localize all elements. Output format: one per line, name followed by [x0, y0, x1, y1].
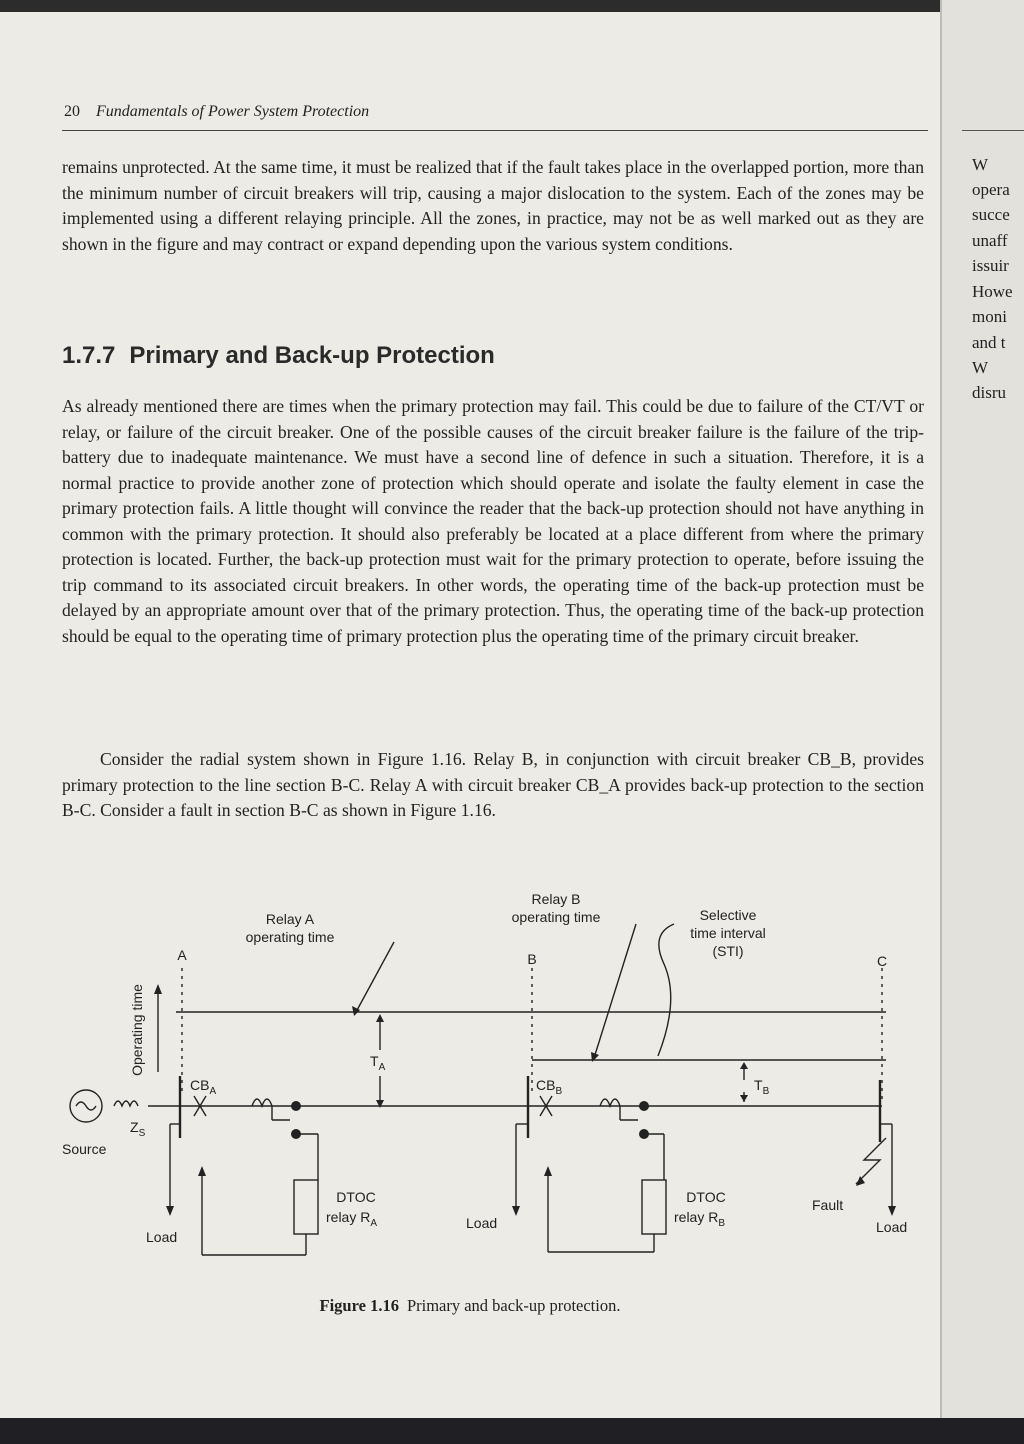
relay-ra — [294, 1180, 318, 1234]
relay-b-contact-2 — [639, 1129, 649, 1139]
bus-c-label: C — [876, 953, 888, 969]
relay-b-time-label-2: operating time — [511, 909, 601, 925]
ct-b — [600, 1099, 620, 1106]
relay-b-contact-1 — [639, 1101, 649, 1111]
load-c-label: Load — [876, 1219, 908, 1235]
source-impedance — [114, 1101, 138, 1106]
section-number: 1.7.7 — [62, 342, 116, 369]
running-header — [64, 103, 369, 121]
time-axis-arrowhead — [154, 984, 162, 994]
paragraph-2 — [62, 394, 924, 649]
facing-page-line: unaff — [972, 231, 1008, 250]
load-a-label: Load — [146, 1229, 178, 1245]
facing-page-line: succe — [972, 205, 1010, 224]
bus-a-label: A — [177, 947, 187, 963]
section-heading — [62, 342, 495, 370]
facing-page-line: Howe — [972, 282, 1013, 301]
load-b-label: Load — [466, 1215, 498, 1231]
bus-b-label: B — [527, 951, 537, 967]
figure-1-16-diagram — [56, 880, 936, 1260]
source-label: Source — [62, 1141, 107, 1157]
sti-label-2: time interval — [690, 925, 766, 941]
relay-b-time-label-1: Relay B — [531, 891, 581, 907]
cba-label: $CB_A$ — [190, 1077, 217, 1097]
sti-label-1: Selective — [699, 907, 757, 923]
facing-page-rule — [962, 130, 1024, 131]
sti-label-3: (STI) — [712, 943, 744, 959]
paragraph-2-text: As already mentioned there are times when the primary protection may fail. This could be due to failure of the CT/VT or relay, or failure of the circuit breaker. One of the possible causes of the circuit breaker failure is the failure of the trip-battery due to inadequate maintenance. We must have a second line of defence in such a situation. Therefore, it is a normal practice to provide another zone of protection which should operate and isolate the faulty element in case the primary protection fails. A little thought will convince the reader that the back-up protection should not have anything in common with the primary protection. It should also preferably be located at a place different from where the primary protection is located. Further, the back-up protection must wait for the primary protection to operate, before issuing the trip command to its associated circuit breakers. In other words, the operating time of the back-up protection must be delayed by an appropriate amount over that of the primary protection. Thus, the operating time of the back-up protection should be equal to the operating time of primary protection plus the operating time of the primary circuit breaker. — [62, 396, 924, 646]
tb-label: $T_B$ — [754, 1077, 770, 1097]
facing-page-line: opera — [972, 180, 1010, 199]
ct-a — [252, 1099, 272, 1106]
figure-caption — [0, 1296, 940, 1316]
facing-page-line: W — [972, 358, 989, 377]
facing-page-line: W — [972, 155, 989, 174]
paragraph-1-text: remains unprotected. At the same time, it must be realized that if the fault takes place in the overlapped portion, more than the minimum number of circuit breakers will trip, causing a major dislocation to the system. Each of the zones may be implemented using a different relaying principle. All the zones, in practice, may not be as well marked out as they are shown in the figure and may contract or expand depending upon the various system conditions. — [62, 157, 924, 254]
fault-label: Fault — [812, 1197, 844, 1213]
relay-rb — [642, 1180, 666, 1234]
running-title: Fundamentals of Power System Protection — [96, 103, 370, 120]
relay-rb-label-2: relay $R_B$ — [674, 1209, 726, 1229]
relay-a-contact-1 — [291, 1101, 301, 1111]
facing-page-line: and t — [972, 333, 1006, 352]
relay-a-contact-2 — [291, 1129, 301, 1139]
relay-a-time-label-1: Relay A — [265, 911, 315, 927]
relay-ra-label-2: relay $R_A$ — [326, 1209, 378, 1229]
relay-rb-label-1: DTOC — [686, 1189, 726, 1205]
paragraph-1 — [62, 155, 924, 257]
paragraph-3-text: Consider the radial system shown in Figure 1.16. Relay B, in conjunction with circuit breaker CB_B, provides primary protection to the line section B-C. Relay A with circuit breaker CB_A provides back-up protection to the section B-C. Consider a fault in section B-C as shown in Figure 1.16. — [62, 749, 924, 820]
y-axis-label: Operating time — [129, 984, 145, 1076]
figure-caption-text: Primary and back-up protection. — [406, 1296, 621, 1315]
facing-page-line: issuir — [972, 256, 1009, 275]
cbb-label: $CB_B$ — [536, 1077, 563, 1097]
page-number: 20 — [64, 103, 80, 120]
zs-label: $Z_S$ — [130, 1119, 146, 1139]
paragraph-3 — [62, 747, 924, 824]
scan-top-edge — [0, 0, 1024, 12]
header-rule — [62, 130, 928, 131]
facing-page-line: disru — [972, 383, 1006, 402]
facing-page-line: moni — [972, 307, 1007, 326]
section-title: Primary and Back-up Protection — [129, 342, 495, 369]
relay-a-time-label-2: operating time — [245, 929, 335, 945]
relay-ra-label-1: DTOC — [336, 1189, 376, 1205]
figure-label: Figure 1.16 — [319, 1296, 399, 1315]
scan-bottom-edge — [0, 1418, 1024, 1444]
ta-label: $T_A$ — [370, 1053, 386, 1073]
sti-bracket — [658, 924, 674, 1056]
